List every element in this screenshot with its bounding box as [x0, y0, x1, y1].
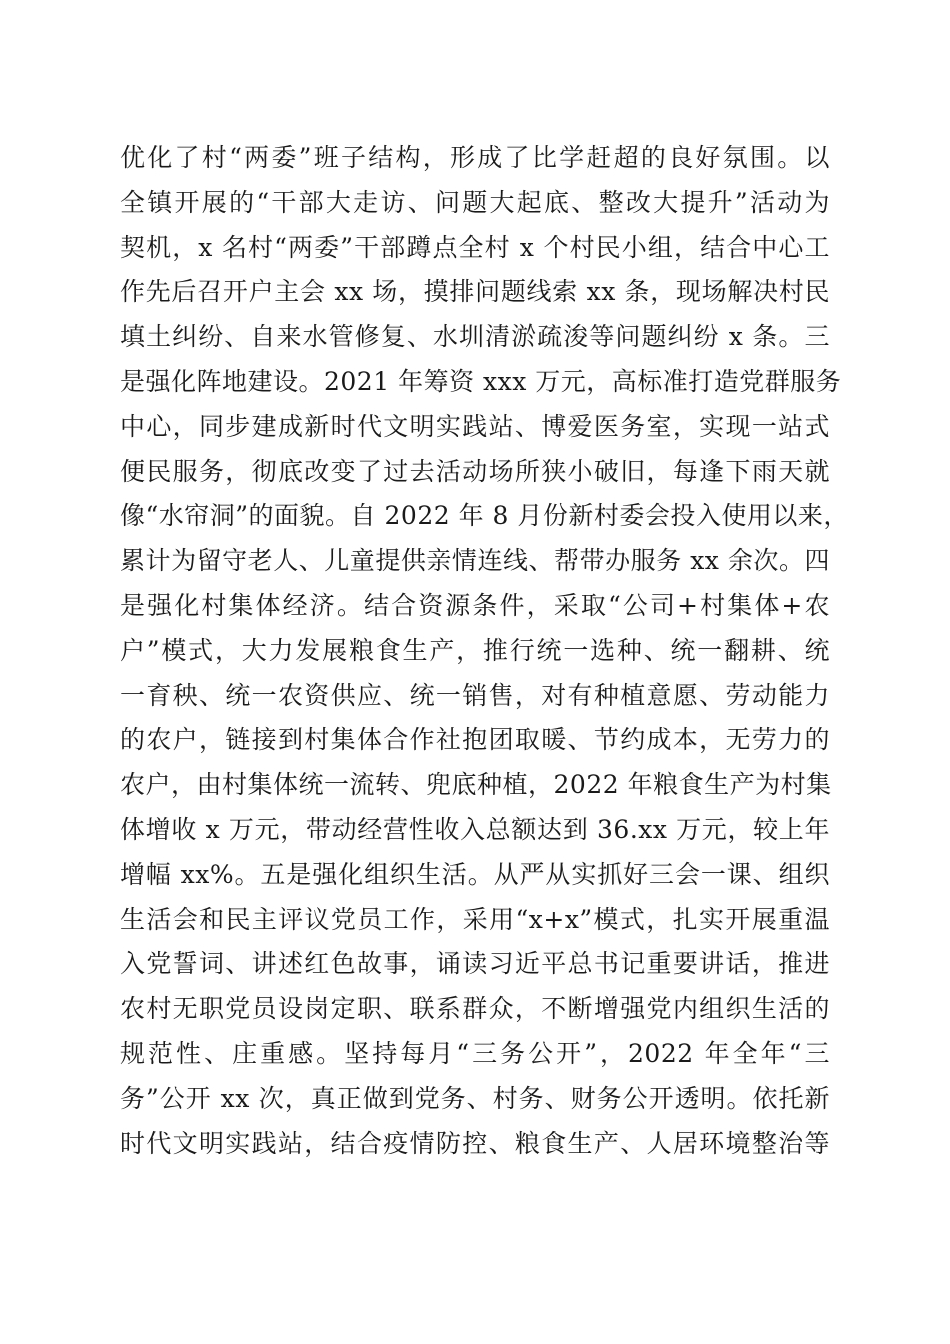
text-line: 体增收 x 万元，带动经营性收入总额达到 36.xx 万元，较上年	[120, 814, 830, 844]
text-line: 入党誓词、讲述红色故事，诵读习近平总书记重要讲话，推进	[120, 949, 830, 979]
text-line: 累计为留守老人、儿童提供亲情连线、帮带办服务 xx 余次。四	[120, 546, 830, 576]
text-line: 规范性、庄重感。坚持每月“三务公开”，2022 年全年“三	[120, 1038, 830, 1068]
text-line: 中心，同步建成新时代文明实践站、博爱医务室，实现一站式	[120, 411, 830, 441]
text-line: 优化了村“两委”班子结构，形成了比学赶超的良好氛围。以	[120, 143, 830, 172]
text-line: 的农户，链接到村集体合作社抱团取暖、节约成本，无劳力的	[120, 725, 830, 755]
text-line: 契机，x 名村“两委”干部蹲点全村 x 个村民小组，结合中心工	[120, 232, 830, 262]
text-line: 生活会和民主评议党员工作，采用“x+x”模式，扎实开展重温	[120, 904, 830, 934]
text-line: 时代文明实践站，结合疫情防控、粮食生产、人居环境整治等	[120, 1128, 830, 1158]
text-line: 是强化村集体经济。结合资源条件，采取“公司+村集体+农	[120, 590, 830, 620]
text-line: 农户，由村集体统一流转、兜底种植，2022 年粮食生产为村集	[120, 770, 832, 800]
text-line: 户”模式，大力发展粮食生产，推行统一选种、统一翻耕、统	[120, 635, 830, 665]
body-paragraph	[120, 136, 849, 1166]
text-line: 作先后召开户主会 xx 场，摸排问题线索 xx 条，现场解决村民	[120, 277, 830, 307]
text-line: 务”公开 xx 次，真正做到党务、村务、财务公开透明。依托新	[120, 1083, 830, 1113]
text-line: 像“水帘洞”的面貌。自 2022 年 8 月份新村委会投入使用以来，	[120, 501, 849, 531]
text-line: 全镇开展的“干部大走访、问题大起底、整改大提升”活动为	[120, 187, 830, 217]
text-line: 是强化阵地建设。2021 年筹资 xxx 万元，高标准打造党群服务	[120, 366, 842, 396]
text-line: 增幅 xx%。五是强化组织生活。从严从实抓好三会一课、组织	[120, 859, 830, 889]
text-line: 一育秧、统一农资供应、统一销售，对有种植意愿、劳动能力	[120, 680, 830, 710]
text-line: 农村无职党员设岗定职、联系群众，不断增强党内组织生活的	[120, 994, 830, 1024]
text-line: 便民服务，彻底改变了过去活动场所狭小破旧，每逢下雨天就	[120, 456, 830, 486]
text-line: 填土纠纷、自来水管修复、水圳清淤疏浚等问题纠纷 x 条。三	[120, 322, 830, 352]
